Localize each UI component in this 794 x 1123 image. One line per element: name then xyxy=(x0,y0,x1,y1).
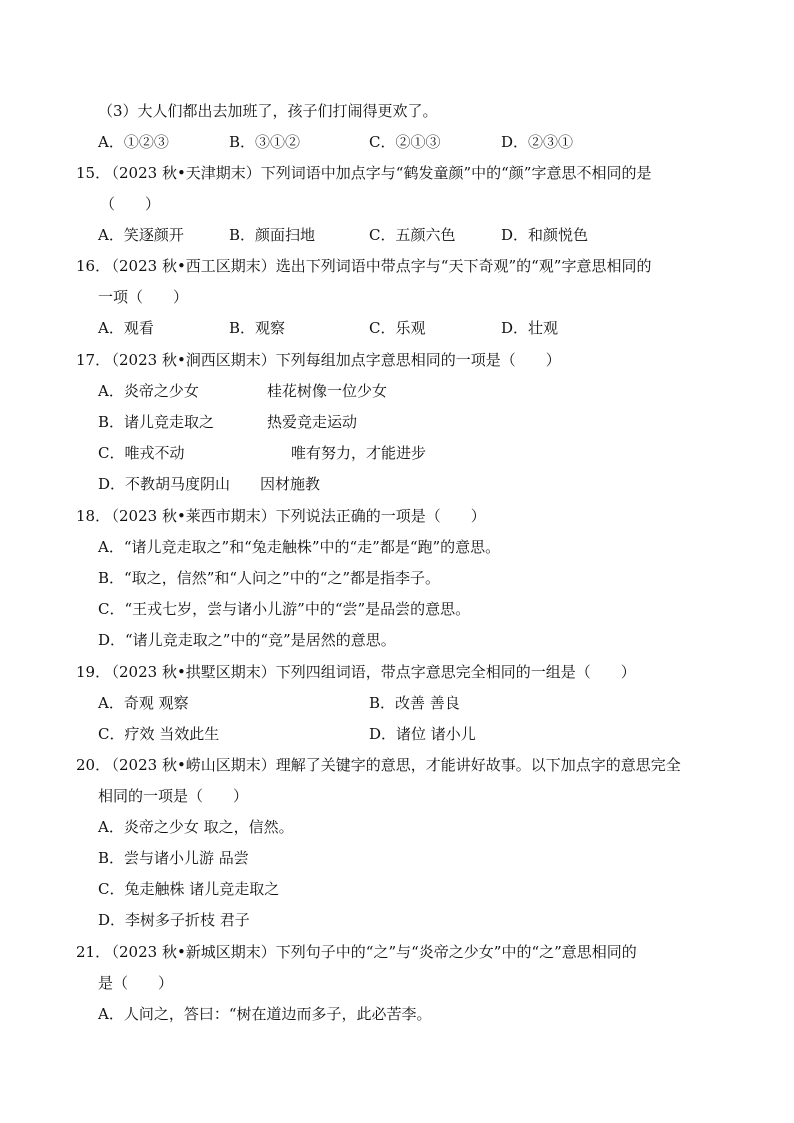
q16-option-d: D．壮观 xyxy=(501,319,559,337)
q20-stem-line2: 相同的一项是（ ） xyxy=(98,787,249,805)
q17-option-d-left: D．不教胡马度阴山 xyxy=(98,475,231,493)
q17-number: 17． xyxy=(76,351,111,369)
q15-option-a: A．笑逐颜开 xyxy=(98,226,184,244)
q16-number: 16． xyxy=(76,257,111,275)
q15-stem-line1: （2023 秋•天津期末）下列词语中加点字与“鹤发童颜”中的“颜”字意思不相同的是 xyxy=(104,164,652,182)
q20-number: 20． xyxy=(76,756,111,774)
q17-option-c-left: C．唯戎不动 xyxy=(98,444,185,462)
q18-number: 18． xyxy=(76,507,111,525)
q18-option-a: A．“诸儿竞走取之”和“兔走触株”中的“走”都是“跑”的意思。 xyxy=(98,538,501,556)
q17-option-b-left: B．诸儿竞走取之 xyxy=(98,413,215,431)
q16-option-b: B．观察 xyxy=(229,319,286,337)
q21-option-a: A．人问之，答曰：“树在道边而多子，此必苦李。 xyxy=(98,1005,432,1023)
q19-stem-line1: （2023 秋•拱墅区期末）下列四组词语，带点字意思完全相同的一组是（ ） xyxy=(104,663,636,681)
q19-option-b: B．改善 善良 xyxy=(369,694,460,712)
q15-number: 15． xyxy=(76,164,111,182)
q15-option-d: D．和颜悦色 xyxy=(501,226,589,244)
q20-option-d: D．李树多子折枝 君子 xyxy=(98,911,250,929)
q19-option-a: A．奇观 观察 xyxy=(98,694,189,712)
q21-stem-line2: 是（ ） xyxy=(98,974,174,992)
q17-stem-line1: （2023 秋•涧西区期末）下列每组加点字意思相同的一项是（ ） xyxy=(104,351,561,369)
q14-option-b: B．③①② xyxy=(229,133,301,151)
q17-option-b-right: 热爱竞走运动 xyxy=(267,413,358,431)
q17-option-a-right: 桂花树像一位少女 xyxy=(267,382,388,400)
q21-number: 21． xyxy=(76,943,111,961)
q18-option-d: D．“诸儿竞走取之”中的“竞”是居然的意思。 xyxy=(98,631,396,649)
q15-stem-line2: （ ） xyxy=(100,195,161,213)
q20-option-c: C．兔走触株 诸儿竞走取之 xyxy=(98,880,280,898)
q17-option-d-right: 因材施教 xyxy=(260,475,321,493)
q20-option-b: B．尝与诸小儿游 品尝 xyxy=(98,849,249,867)
q19-option-c: C．疗效 当效此生 xyxy=(98,725,220,743)
q20-option-a: A．炎帝之少女 取之，信然。 xyxy=(98,818,294,836)
q14-option-d: D．②③① xyxy=(501,133,574,151)
q16-option-c: C．乐观 xyxy=(369,319,426,337)
q14-option-c: C．②①③ xyxy=(369,133,441,151)
q16-stem-line1: （2023 秋•西工区期末）选出下列词语中带点字与“天下奇观”的“观”字意思相同的 xyxy=(104,257,652,275)
q15-option-c: C．五颜六色 xyxy=(369,226,456,244)
q16-option-a: A．观看 xyxy=(98,319,154,337)
q19-number: 19． xyxy=(76,663,111,681)
q16-stem-line2: 一项（ ） xyxy=(98,288,189,306)
q17-option-c-right: 唯有努力，才能进步 xyxy=(291,444,427,462)
q14-sub3: （3）大人们都出去加班了，孩子们打闹得更欢了。 xyxy=(98,102,438,120)
q18-option-c: C．“王戎七岁，尝与诸小儿游”中的“尝”是品尝的意思。 xyxy=(98,600,471,618)
q21-stem-line1: （2023 秋•新城区期末）下列句子中的“之”与“炎帝之少女”中的“之”意思相同的 xyxy=(104,943,637,961)
q18-stem-line1: （2023 秋•莱西市期末）下列说法正确的一项是（ ） xyxy=(104,507,486,525)
q17-option-a-left: A．炎帝之少女 xyxy=(98,382,199,400)
q20-stem-line1: （2023 秋•崂山区期末）理解了关键字的意思，才能讲好故事。以下加点字的意思完全 xyxy=(104,756,681,774)
q15-option-b: B．颜面扫地 xyxy=(229,226,316,244)
q19-option-d: D．诸位 诸小儿 xyxy=(369,725,476,743)
q18-option-b: B．“取之，信然”和“人问之”中的“之”都是指李子。 xyxy=(98,569,441,587)
q14-option-a: A．①②③ xyxy=(98,133,169,151)
